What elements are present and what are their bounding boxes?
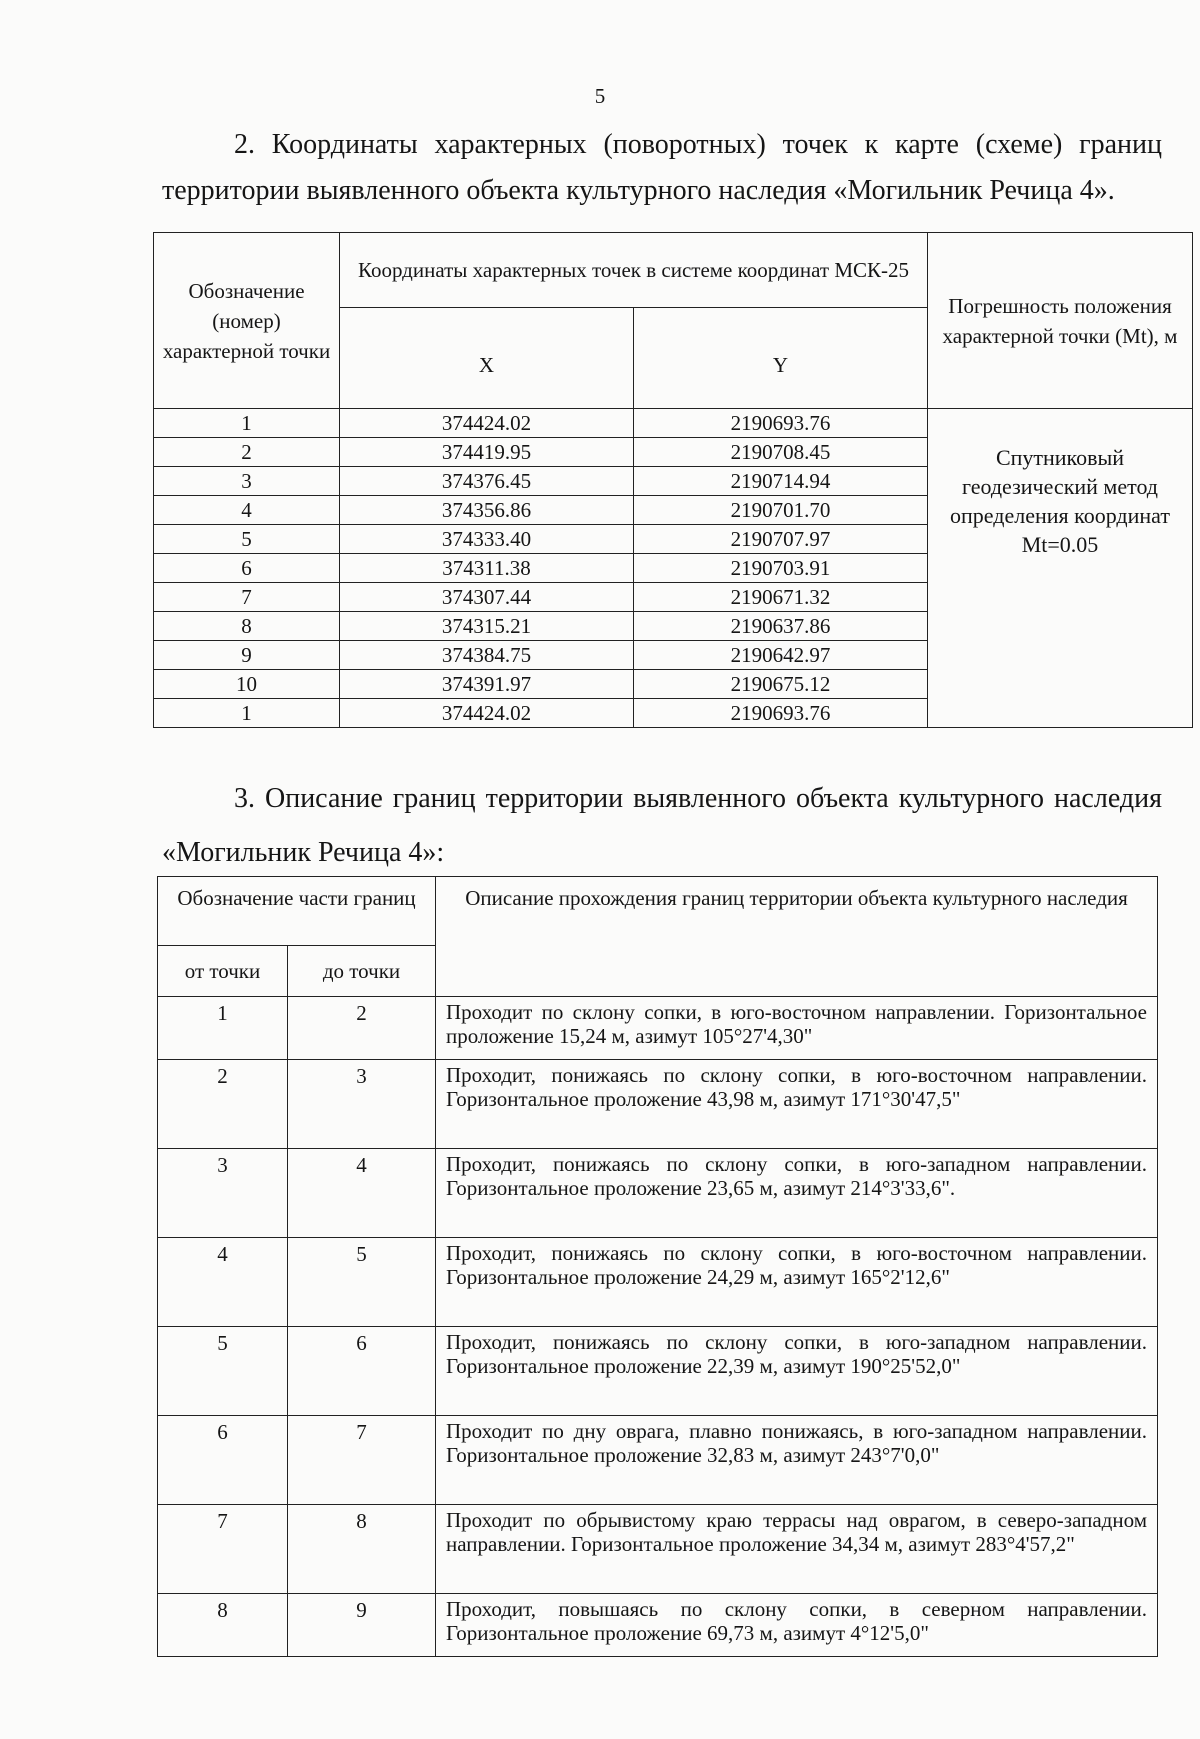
header-error: Погрешность положения характерной точки (Mt), м [928, 233, 1193, 409]
coords-cell-x: 374333.40 [340, 525, 634, 554]
coords-cell-point: 10 [154, 670, 340, 699]
header-to: до точки [288, 946, 436, 997]
coords-cell-x: 374419.95 [340, 438, 634, 467]
boundary-cell-from: 5 [158, 1327, 288, 1416]
section-3-title: 3. Описание границ территории выявленного объекта культурного наследия «Могильник Речица 4»: [162, 783, 1162, 868]
coordinates-table [153, 232, 1193, 728]
boundary-cell-to: 3 [288, 1060, 436, 1149]
boundary-cell-desc: Проходит, повышаясь по склону сопки, в северном направлении. Горизонтальное проложение 69,73 м, азимут 4°12'5,0" [436, 1594, 1158, 1657]
coords-cell-point: 1 [154, 699, 340, 728]
coords-cell-y: 2190671.32 [634, 583, 928, 612]
boundary-row [158, 1327, 1158, 1416]
coords-cell-point: 9 [154, 641, 340, 670]
coords-cell-x: 374307.44 [340, 583, 634, 612]
boundary-cell-desc: Проходит, понижаясь по склону сопки, в юго-западном направлении. Горизонтальное проложение 23,65 м, азимут 214°3'33,6". [436, 1149, 1158, 1238]
boundary-row [158, 1416, 1158, 1505]
boundary-cell-desc: Проходит по склону сопки, в юго-восточном направлении. Горизонтальное проложение 15,24 м, азимут 105°27'4,30" [436, 997, 1158, 1060]
coords-row [154, 409, 1193, 438]
coords-cell-point: 5 [154, 525, 340, 554]
coords-cell-y: 2190701.70 [634, 496, 928, 525]
coords-cell-y: 2190693.76 [634, 699, 928, 728]
header-coords: Координаты характерных точек в системе координат МСК-25 [340, 233, 928, 308]
section-3-heading [162, 772, 1162, 880]
boundary-cell-to: 5 [288, 1238, 436, 1327]
coords-cell-x: 374424.02 [340, 409, 634, 438]
coords-cell-point: 2 [154, 438, 340, 467]
coords-method-cell: Спутниковый геодезический метод определения координат Mt=0.05 [928, 409, 1193, 728]
coords-cell-x: 374384.75 [340, 641, 634, 670]
coords-cell-point: 6 [154, 554, 340, 583]
coords-cell-y: 2190675.12 [634, 670, 928, 699]
boundary-cell-desc: Проходит, понижаясь по склону сопки, в юго-западном направлении. Горизонтальное проложение 22,39 м, азимут 190°25'52,0" [436, 1327, 1158, 1416]
coords-body [154, 409, 1193, 728]
boundary-cell-to: 4 [288, 1149, 436, 1238]
boundary-cell-from: 7 [158, 1505, 288, 1594]
coords-cell-x: 374356.86 [340, 496, 634, 525]
coords-cell-y: 2190708.45 [634, 438, 928, 467]
coords-cell-x: 374391.97 [340, 670, 634, 699]
page-number: 5 [594, 84, 606, 108]
coords-cell-x: 374315.21 [340, 612, 634, 641]
coords-cell-y: 2190637.86 [634, 612, 928, 641]
boundary-cell-desc: Проходит, понижаясь по склону сопки, в юго-восточном направлении. Горизонтальное проложение 24,29 м, азимут 165°2'12,6" [436, 1238, 1158, 1327]
boundary-cell-to: 8 [288, 1505, 436, 1594]
boundary-cell-desc: Проходит по обрывистому краю террасы над оврагом, в северо-западном направлении. Горизонтальное проложение 34,34 м, азимут 283°4'57,2" [436, 1505, 1158, 1594]
header-from: от точки [158, 946, 288, 997]
header-y: Y [634, 308, 928, 409]
boundary-cell-to: 2 [288, 997, 436, 1060]
boundary-cell-from: 8 [158, 1594, 288, 1657]
boundary-row [158, 997, 1158, 1060]
coords-cell-point: 3 [154, 467, 340, 496]
boundary-cell-from: 6 [158, 1416, 288, 1505]
boundary-row [158, 1149, 1158, 1238]
coords-cell-point: 8 [154, 612, 340, 641]
boundary-row [158, 1594, 1158, 1657]
boundary-cell-from: 3 [158, 1149, 288, 1238]
coords-cell-point: 4 [154, 496, 340, 525]
boundary-table [157, 876, 1158, 1657]
boundary-cell-desc: Проходит по дну оврага, плавно понижаясь, в юго-западном направлении. Горизонтальное проложение 32,83 м, азимут 243°7'0,0" [436, 1416, 1158, 1505]
boundary-row [158, 1505, 1158, 1594]
boundary-cell-to: 9 [288, 1594, 436, 1657]
coords-cell-y: 2190707.97 [634, 525, 928, 554]
coords-cell-x: 374311.38 [340, 554, 634, 583]
coords-cell-point: 7 [154, 583, 340, 612]
header-part: Обозначение части границ [158, 877, 436, 946]
header-x: X [340, 308, 634, 409]
coords-cell-y: 2190642.97 [634, 641, 928, 670]
boundary-cell-to: 7 [288, 1416, 436, 1505]
coords-cell-x: 374376.45 [340, 467, 634, 496]
boundary-header-row [158, 877, 1158, 946]
boundary-cell-from: 2 [158, 1060, 288, 1149]
boundary-row [158, 1238, 1158, 1327]
boundary-cell-to: 6 [288, 1327, 436, 1416]
coords-cell-x: 374424.02 [340, 699, 634, 728]
coords-cell-y: 2190703.91 [634, 554, 928, 583]
boundary-cell-desc: Проходит, понижаясь по склону сопки, в юго-восточном направлении. Горизонтальное проложение 43,98 м, азимут 171°30'47,5" [436, 1060, 1158, 1149]
coords-cell-y: 2190693.76 [634, 409, 928, 438]
coords-cell-y: 2190714.94 [634, 467, 928, 496]
header-point: Обозначение (номер) характерной точки [154, 233, 340, 409]
coords-cell-point: 1 [154, 409, 340, 438]
header-desc: Описание прохождения границ территории объекта культурного наследия [436, 877, 1158, 997]
boundary-cell-from: 4 [158, 1238, 288, 1327]
boundary-row [158, 1060, 1158, 1149]
coords-header-row [154, 233, 1193, 308]
boundary-cell-from: 1 [158, 997, 288, 1060]
section-2-title: 2. Координаты характерных (поворотных) точек к карте (схеме) границ территории выявленного объекта культурного наследия «Могильник Речица 4». [162, 129, 1162, 206]
section-2-heading [162, 122, 1162, 214]
boundary-body [158, 997, 1158, 1657]
